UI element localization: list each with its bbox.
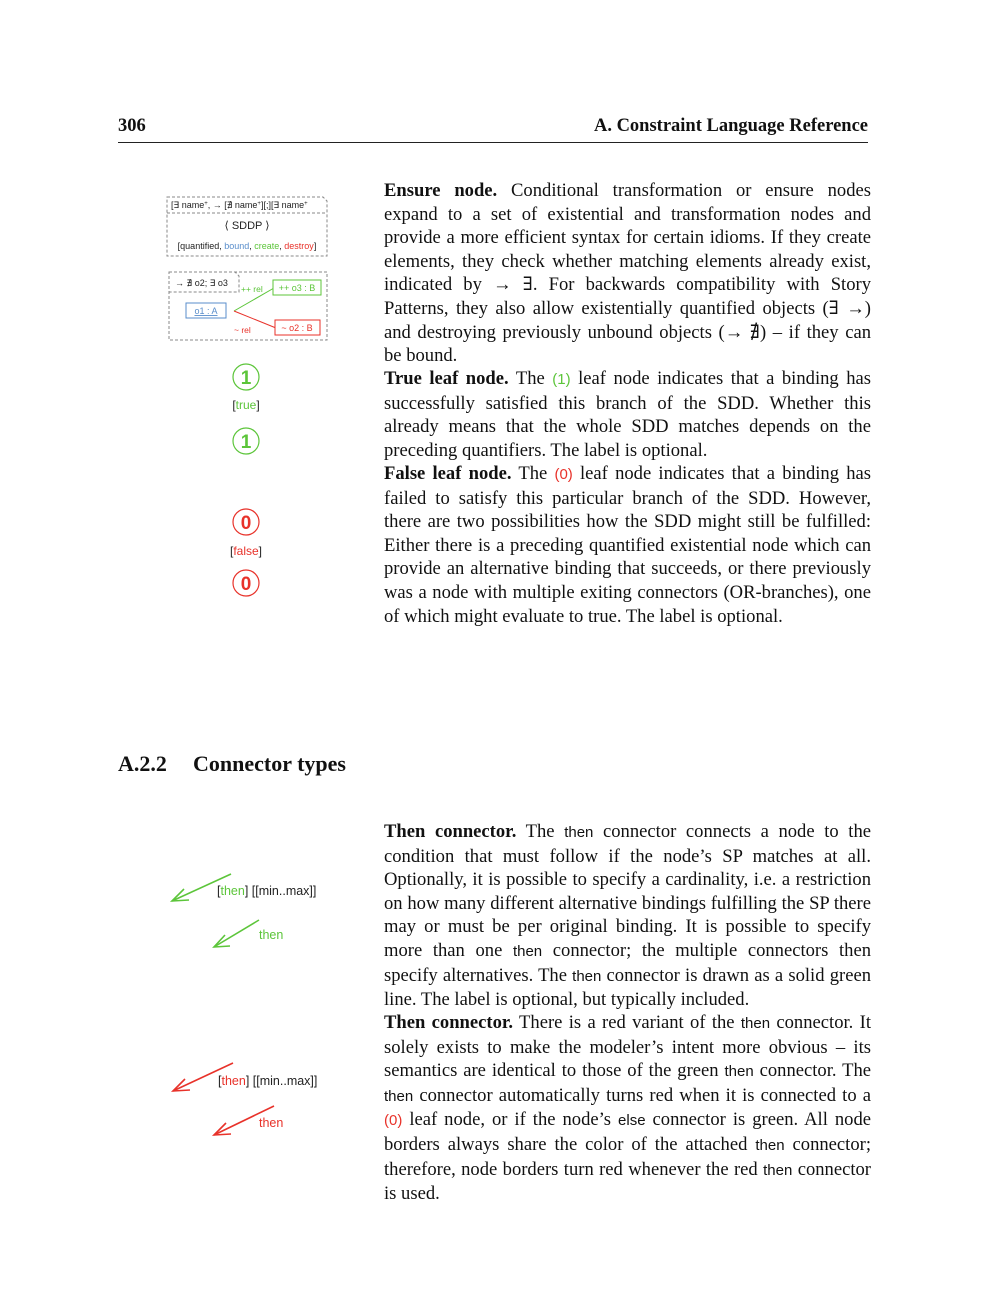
running-title: A. Constraint Language Reference — [593, 116, 868, 136]
then-green-label: [then] [[min..max]] — [217, 884, 317, 898]
paragraph-ensure-node: Ensure node. Conditional transformation or ensure nodes expand to a set of existential and transformation nodes and provide a more efficient syntax for certain idioms. If they create elements, they check whether matching elements already exist, indicated by → ∃. For backwards compatibility with Story Patterns, they also allow existentially quantified objects (∃ →) and destroying previously unbound objects (→ ∄) – if they can be bound. — [384, 180, 871, 367]
paragraph-then-connector-red: Then connector. There is a red variant of the then connector. It solely exists to make the modeler’s intent more obvious – its semantics are identical to those of the green then connector. The then connector automatically turns red when it is connected to a (0) leaf node, or if the node’s else connector is green. All node borders always share the color of the attached then connector; therefore, node borders turn red whenever the red then connector is used. — [384, 1012, 872, 1205]
section-heading — [118, 751, 346, 777]
inline-then: then — [724, 1063, 754, 1081]
rel-create-label: ++ rel — [241, 284, 263, 294]
paragraph-true-leaf: True leaf node. The (1) leaf node indicates that a binding has successfully satisfied this branch of the SDD. Whether this already means that the whole SDD matches depends on the preceding quantifiers. The label is optional. — [384, 368, 871, 461]
inline-true-leaf: (1) — [552, 371, 571, 388]
then-green-arrowhead-2 — [214, 935, 230, 947]
section-title: Connector types — [193, 751, 346, 776]
true-leaf-label: [true] — [232, 398, 260, 412]
section-number: A.2.2 — [118, 751, 167, 776]
ensure-node-figure — [160, 188, 340, 348]
paragraph-then-connector: Then connector. The then connector connects a node to the condition that must follow if the node’s SP matches at all. Optionally, it is possible to specify a cardinality, i.e. a restriction on how many different alternative bindings fulfilling the SP there may or must be per original binding. It is possible to specify more than one then connector; the multiple connectors then specify alternatives. The then connector is drawn as a solid green line. The label is optional, but typically included. — [384, 821, 872, 1011]
true-leaf-symbol: 1 — [240, 368, 252, 389]
paragraph-false-leaf: False leaf node. The (0) leaf node indicates that a binding has failed to satisfy this particular branch of the SDD. However, there are two possibilities how the SDD might still be fulfilled: Either there is a preceding quantified existential node which can provide an alternative binding that succeeds, or there previously was a node with multiple exiting connectors (OR-branches), one of which might evaluate to true. The label is optional. — [384, 463, 871, 627]
false-leaf-symbol: 0 — [240, 513, 252, 534]
inline-then: then — [512, 942, 543, 960]
false-leaf-figure — [215, 503, 280, 603]
then-red-label: [then] [[min..max]] — [218, 1074, 318, 1088]
inline-then: then — [740, 1015, 771, 1032]
paragraph-title: Then connector. — [384, 1012, 514, 1033]
then-red-short-label: then — [259, 1116, 284, 1130]
false-leaf-label: [false] — [229, 544, 263, 558]
then-red-arrowhead-2 — [214, 1123, 231, 1135]
rel-destroy-label: ~ rel — [234, 325, 251, 335]
inline-false-leaf: (0) — [554, 466, 573, 483]
example-header: → ∄ o2; ∃ o3 — [175, 278, 228, 288]
paragraph-title: Then connector. — [384, 821, 517, 842]
inline-false-leaf: (0) — [384, 1112, 403, 1130]
inline-then: then — [763, 1161, 793, 1179]
running-header — [118, 116, 868, 143]
then-green-line-2 — [214, 920, 259, 947]
o1-label: o1 : A — [194, 306, 218, 316]
then-green-short-label: then — [259, 928, 284, 942]
inline-then: then — [564, 824, 594, 841]
paragraph-title: False leaf node. — [384, 463, 512, 484]
then-red-figure — [160, 1056, 340, 1146]
false-leaf-symbol-2: 0 — [240, 574, 252, 595]
sddp-caption: ⟨ SDDP ⟩ — [224, 220, 270, 232]
inline-else: else — [618, 1112, 646, 1130]
ensure-node-label: [∃ name+, → [∄ name+][;][∃ name+ — [171, 200, 308, 210]
o2-label: ~ o2 : B — [281, 323, 313, 333]
paragraph-title: Ensure node. — [384, 180, 498, 201]
inline-then: then — [755, 1136, 785, 1154]
inline-then: then — [384, 1087, 414, 1105]
o3-label: ++ o3 : B — [278, 283, 316, 293]
then-green-figure — [160, 866, 340, 956]
ensure-legend: [quantified, bound, create, destroy] — [177, 241, 317, 251]
true-leaf-symbol-2: 1 — [240, 432, 252, 453]
paragraph-title: True leaf node. — [384, 368, 509, 389]
inline-then: then — [572, 967, 602, 985]
page-number: 306 — [118, 116, 146, 136]
true-leaf-figure — [215, 358, 280, 458]
